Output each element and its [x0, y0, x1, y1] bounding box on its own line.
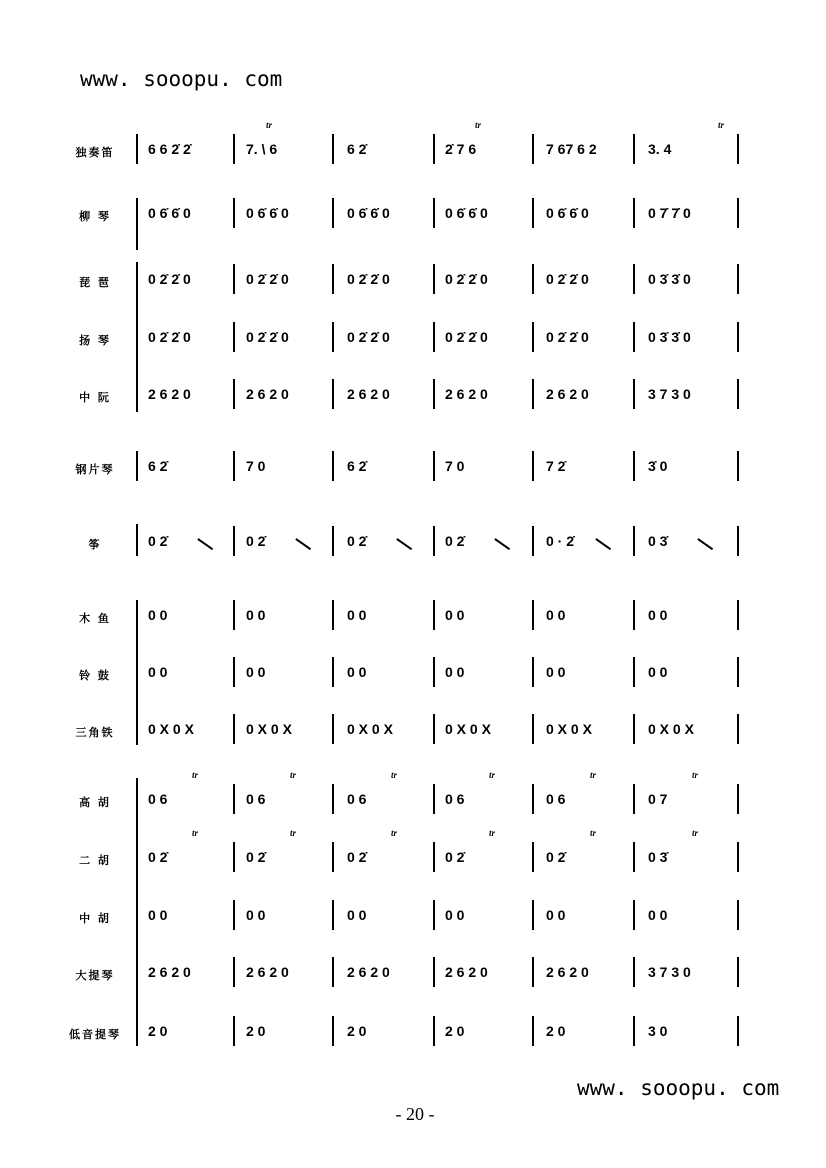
bar-line	[433, 198, 435, 228]
bar-line	[532, 526, 534, 556]
bar-line	[633, 784, 635, 814]
bar-line	[633, 379, 635, 409]
bar-line	[332, 900, 334, 930]
measure: 3. 4	[648, 141, 672, 157]
bar-line	[433, 526, 435, 556]
measure: 7 0	[246, 458, 266, 474]
trill-mark: tr	[266, 120, 273, 130]
measure: 0 X 0 X	[347, 721, 393, 737]
bar-line	[633, 957, 635, 987]
measure: 0 6̇ 6̇ 0	[347, 205, 390, 221]
measure: 6 6 2̇ 2̇	[148, 141, 191, 157]
measure: 6 2̇	[148, 458, 168, 474]
bar-line	[332, 657, 334, 687]
bar-line	[433, 784, 435, 814]
measure: 0 X 0 X	[546, 721, 592, 737]
measure: 7 67 6 2	[546, 141, 597, 157]
glissando-line	[698, 538, 714, 550]
bar-line	[233, 1016, 235, 1046]
bar-line	[332, 1016, 334, 1046]
group-bracket	[136, 262, 138, 412]
measure: 0 0	[347, 907, 367, 923]
bar-line	[633, 657, 635, 687]
bar-line	[532, 198, 534, 228]
bar-line	[737, 784, 739, 814]
bar-line	[532, 784, 534, 814]
measure: 3̇ 0	[648, 458, 668, 474]
measure: 2 6 2 0	[445, 964, 488, 980]
bar-line	[633, 714, 635, 744]
measure: 2 6 2 0	[246, 386, 289, 402]
glissando-line	[198, 538, 214, 550]
instrument-label: 低音提琴	[69, 1028, 121, 1041]
measure: 2 0	[347, 1023, 367, 1039]
measure: 0 3̇ 3̇ 0	[648, 329, 691, 345]
group-bracket	[136, 200, 138, 250]
instrument-label: 筝	[88, 538, 102, 551]
bar-line	[332, 451, 334, 481]
measure: 3 7 3 0	[648, 964, 691, 980]
measure: 0 X 0 X	[648, 721, 694, 737]
measure: 0 0	[347, 664, 367, 680]
measure: 2̇ 7 6	[445, 141, 477, 157]
measure: 0 · 2̇	[546, 533, 575, 549]
bar-line	[433, 134, 435, 164]
instrument-label: 三角铁	[75, 726, 115, 739]
measure: 0 2̇	[445, 533, 465, 549]
bar-line	[433, 451, 435, 481]
measure: 0 0	[445, 664, 465, 680]
bar-line	[532, 451, 534, 481]
glissando-line	[495, 538, 511, 550]
bar-line	[332, 526, 334, 556]
instrument-label: 独奏笛	[75, 146, 115, 159]
measure: 0 0	[148, 907, 168, 923]
measure: 0 0	[546, 907, 566, 923]
instrument-label: 琵 琶	[79, 276, 111, 289]
bar-line	[332, 322, 334, 352]
bar-line	[532, 134, 534, 164]
measure: 0 0	[148, 664, 168, 680]
bar-line	[332, 957, 334, 987]
measure: 0 2̇ 2̇ 0	[546, 271, 589, 287]
measure: 0 2̇ 2̇ 0	[546, 329, 589, 345]
bar-line	[136, 134, 138, 164]
trill-mark: tr	[192, 828, 199, 838]
bar-line	[532, 957, 534, 987]
bar-line	[332, 714, 334, 744]
bar-line	[633, 198, 635, 228]
trill-mark: tr	[489, 770, 496, 780]
instrument-label: 铃 鼓	[79, 669, 111, 682]
bar-line	[433, 1016, 435, 1046]
trill-mark: tr	[489, 828, 496, 838]
bar-line	[737, 600, 739, 630]
group-bracket	[136, 778, 138, 1045]
bar-line	[532, 657, 534, 687]
bar-line	[332, 784, 334, 814]
measure: 6 2̇	[347, 458, 367, 474]
bar-line	[737, 657, 739, 687]
measure: 0 6	[347, 791, 367, 807]
bar-line	[233, 714, 235, 744]
bar-line	[332, 600, 334, 630]
instrument-label: 木 鱼	[79, 612, 111, 625]
measure: 0 2̇	[546, 849, 566, 865]
measure: 2 6 2 0	[546, 964, 589, 980]
measure: 0 0	[347, 607, 367, 623]
measure: 0 7̇ 7̇ 0	[648, 205, 691, 221]
measure: 0 2̇ 2̇ 0	[445, 329, 488, 345]
bar-line	[433, 264, 435, 294]
trill-mark: tr	[391, 828, 398, 838]
trill-mark: tr	[692, 828, 699, 838]
measure: 0 2̇	[148, 533, 168, 549]
measure: 0 X 0 X	[246, 721, 292, 737]
bar-line	[532, 600, 534, 630]
instrument-label: 钢片琴	[75, 463, 115, 476]
bar-line	[737, 198, 739, 228]
bar-line	[433, 600, 435, 630]
bar-line	[233, 451, 235, 481]
bar-line	[532, 379, 534, 409]
bar-line	[433, 657, 435, 687]
instrument-label: 高 胡	[79, 796, 111, 809]
bar-line	[737, 1016, 739, 1046]
measure: 0 6	[148, 791, 168, 807]
bar-line	[233, 134, 235, 164]
glissando-line	[397, 538, 413, 550]
measure: 0 0	[148, 607, 168, 623]
measure: 0 6̇ 6̇ 0	[445, 205, 488, 221]
bar-line	[737, 957, 739, 987]
bar-line	[633, 600, 635, 630]
measure: 0 2̇ 2̇ 0	[148, 329, 191, 345]
measure: 2 0	[246, 1023, 266, 1039]
trill-mark: tr	[192, 770, 199, 780]
bar-line	[332, 842, 334, 872]
instrument-label: 大提琴	[75, 969, 115, 982]
bar-line	[633, 264, 635, 294]
bar-line	[433, 714, 435, 744]
instrument-label: 二 胡	[79, 854, 111, 867]
measure: 0 2̇ 2̇ 0	[148, 271, 191, 287]
measure: 0 X 0 X	[445, 721, 491, 737]
measure: 0 0	[648, 664, 668, 680]
group-bracket	[136, 604, 138, 745]
trill-mark: tr	[290, 828, 297, 838]
trill-mark: tr	[590, 828, 597, 838]
bar-line	[433, 322, 435, 352]
bar-line	[433, 957, 435, 987]
bar-line	[737, 379, 739, 409]
bar-line	[737, 900, 739, 930]
measure: 0 2̇	[445, 849, 465, 865]
measure: 0 0	[546, 607, 566, 623]
bar-line	[633, 134, 635, 164]
bar-line	[233, 784, 235, 814]
measure: 0 0	[648, 907, 668, 923]
bar-line	[332, 198, 334, 228]
bar-line	[737, 526, 739, 556]
bar-line	[532, 322, 534, 352]
trill-mark: tr	[290, 770, 297, 780]
measure: 2 6 2 0	[148, 386, 191, 402]
measure: 7 0	[445, 458, 465, 474]
measure: 2 6 2 0	[148, 964, 191, 980]
bar-line	[737, 714, 739, 744]
measure: 2 6 2 0	[347, 964, 390, 980]
measure: 3 0	[648, 1023, 668, 1039]
bar-line	[532, 1016, 534, 1046]
measure: 0 3̇	[648, 849, 668, 865]
watermark-top: www. sooopu. com	[80, 67, 283, 91]
measure: 0 0	[648, 607, 668, 623]
trill-mark: tr	[718, 120, 725, 130]
glissando-line	[596, 538, 612, 550]
trill-mark: tr	[391, 770, 398, 780]
measure: 2 0	[546, 1023, 566, 1039]
trill-mark: tr	[475, 120, 482, 130]
measure: 0 6̇ 6̇ 0	[546, 205, 589, 221]
bar-line	[233, 842, 235, 872]
watermark-bottom: www. sooopu. com	[577, 1076, 780, 1100]
measure: 0 6̇ 6̇ 0	[246, 205, 289, 221]
bar-line	[233, 198, 235, 228]
bar-line	[233, 322, 235, 352]
measure: 0 0	[246, 664, 266, 680]
measure: 2 6 2 0	[246, 964, 289, 980]
bar-line	[532, 900, 534, 930]
trill-mark: tr	[692, 770, 699, 780]
bar-line	[233, 526, 235, 556]
bar-line	[633, 526, 635, 556]
instrument-label: 中 阮	[79, 391, 111, 404]
bar-line	[532, 714, 534, 744]
measure: 0 2̇ 2̇ 0	[347, 271, 390, 287]
measure: 0 2̇ 2̇ 0	[246, 271, 289, 287]
bar-line	[433, 379, 435, 409]
bar-line	[332, 379, 334, 409]
instrument-label: 中 胡	[79, 912, 111, 925]
bar-line	[233, 657, 235, 687]
instrument-label: 柳 琴	[79, 210, 111, 223]
measure: 6 2̇	[347, 141, 367, 157]
measure: 2 6 2 0	[347, 386, 390, 402]
measure: 0 3̇ 3̇ 0	[648, 271, 691, 287]
measure: 0 2̇ 2̇ 0	[246, 329, 289, 345]
bar-line	[633, 322, 635, 352]
measure: 0 0	[246, 607, 266, 623]
bar-line	[233, 264, 235, 294]
bar-line	[633, 900, 635, 930]
bar-line	[633, 842, 635, 872]
bar-line	[233, 900, 235, 930]
bar-line	[332, 134, 334, 164]
measure: 3 7 3 0	[648, 386, 691, 402]
bar-line	[633, 451, 635, 481]
group-bracket	[136, 452, 138, 480]
bar-line	[332, 264, 334, 294]
measure: 0 6	[546, 791, 566, 807]
glissando-line	[296, 538, 312, 550]
bar-line	[737, 451, 739, 481]
bar-line	[233, 957, 235, 987]
bar-line	[737, 322, 739, 352]
group-bracket	[136, 524, 138, 556]
bar-line	[233, 600, 235, 630]
bar-line	[633, 1016, 635, 1046]
measure: 2 6 2 0	[445, 386, 488, 402]
measure: 2 0	[445, 1023, 465, 1039]
measure: 0 6	[246, 791, 266, 807]
measure: 0 2̇	[246, 533, 266, 549]
bar-line	[532, 264, 534, 294]
measure: 0 2̇	[347, 849, 367, 865]
measure: 0 X 0 X	[148, 721, 194, 737]
measure: 0 3̇	[648, 533, 668, 549]
page-number: - 20 -	[395, 1104, 435, 1124]
bar-line	[433, 842, 435, 872]
measure: 0 7	[648, 791, 668, 807]
measure: 2 0	[148, 1023, 168, 1039]
bar-line	[433, 900, 435, 930]
measure: 0 6̇ 6̇ 0	[148, 205, 191, 221]
measure: 7. \ 6	[246, 141, 278, 157]
measure: 0 0	[445, 607, 465, 623]
measure: 0 2̇ 2̇ 0	[445, 271, 488, 287]
measure: 0 2̇ 2̇ 0	[347, 329, 390, 345]
measure: 0 0	[246, 907, 266, 923]
bar-line	[532, 842, 534, 872]
bar-line	[233, 379, 235, 409]
measure: 0 2̇	[246, 849, 266, 865]
measure: 0 2̇	[347, 533, 367, 549]
measure: 0 0	[546, 664, 566, 680]
measure: 0 0	[445, 907, 465, 923]
bar-line	[737, 842, 739, 872]
measure: 0 6	[445, 791, 465, 807]
measure: 2 6 2 0	[546, 386, 589, 402]
bar-line	[737, 264, 739, 294]
measure: 0 2̇	[148, 849, 168, 865]
trill-mark: tr	[590, 770, 597, 780]
measure: 7 2̇	[546, 458, 566, 474]
bar-line	[737, 134, 739, 164]
instrument-label: 扬 琴	[79, 334, 111, 347]
